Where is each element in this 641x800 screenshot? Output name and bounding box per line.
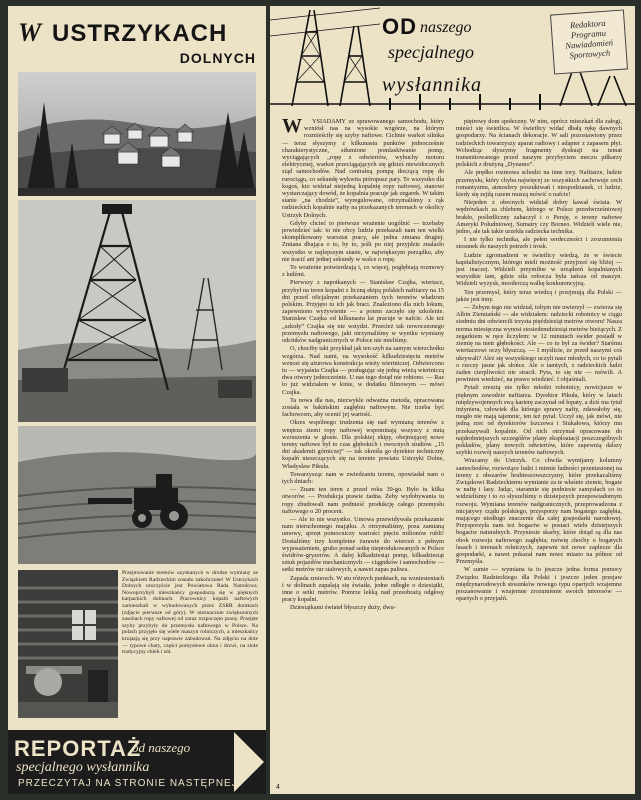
dropcap: W (282, 118, 302, 137)
paragraph: — Żebym tego nie widział, tobym nie uwierzył — zwierza się Albin Ziemiański — ale widziałem: radziecki robotnicy w ciągu siedmiu dni odwiercili trzysta pięćdziesiąt metrów otworu! Nasza norma miesięczna wynosi stosiedemdziesiąt metrów bieżących. Z zegarkiem w ręce liczyłem: w 12 minutach świder posiadł w ziemię na metr głębokości. Ale — co to był za świder? Starému wiertaczowi oczy błyszczą. — I myślicie, że przed naszymi coś ukrywali? Ależ się wszystkiego uczyli nasz młodych, co to pytali o rzeczy jasne jak słońce. Ale o tamtych, z radzieckich ludzi żaden cierpliwości nie stracił. Pyta, to się nie — mówili. A powinien wiedzieć, na prawo wiedzieć. I objaśniali. (456, 304, 622, 384)
paragraph: — Ale to nie wszystko. Umowa przewidywała przekazanie nam nieruchomego majątku. A otrzymaliśmy, poza zamianą umowy, sprzęt pomocniczy wartości pięciu milionów rubli! Dostaliśmy trzy kompletne żurawie do wierceń z pełnym wyposażeniem, grubo ponad setkę nieprodukowanych w Polsce świdrów-gryzerów. A dalej kilkadziesiąt pomp, kilkadziesiąt sztuk pojazdów mechanicznych — ciągników i samochodów — setki metrów rur stalowych, a nawet zapas paliwa. (282, 515, 444, 574)
title-lead: W (18, 18, 42, 47)
paragraph: — Znam ten teren z przed roku 39-go. Było tu kilka otworów. — Produkcja prawie żadna. Żeby wydobywania tu ropy zbudowali nam podnieść produkcję całego przemysłu naftowego o 20 procent. (282, 486, 444, 515)
page-title: USTRZYKACH (52, 20, 228, 47)
paragraph: Ta nowa dla nas, niezwykle odważna metoda, opracowana została w bakińskim zagłębiu naftowym. Nie trzeba być fachowcem, aby ocenić jej wartość. (282, 396, 444, 419)
photo-village-houses (18, 72, 256, 196)
heading-specjalnego: specjalnego (388, 42, 474, 62)
arrow-right-icon (234, 732, 264, 792)
banner-line3: PRZECZYTAJ NA STRONIE NASTĘPNEJ (18, 778, 238, 789)
paragraph: Okres wspólnego trudzenia się nad wymianą terenów z wnętrza ziemi ropy naftowej wspominają wszyscy z nutą wzruszenia w głosie. Dla polskiej ekipy, obejmującej nowe tereny naftowe był to czas głębokich i owocnych studiów. „15 dni akademii górniczej” — tak określa go dyrektor techniczny kopalń nieszczących się na terenie powiatu Ustrzyki Dolne, Władysław Pikuła. (282, 419, 444, 470)
page-number-left: 3 (254, 784, 258, 791)
page-number-right: 4 (276, 784, 280, 791)
paragraph: Zapada zmierzch. W stu różnych punktach, na wzniesieniach i w dolinach zapalają się światła, jedne odległe o dziesiątki, inne o setki metrów. Pomrze lekką nad przeobrażą odgłosy pracy kopalni. (282, 574, 444, 604)
banner-line2: specjalnego wysłannika (16, 760, 150, 775)
paragraph: Niejeden z obecnych widział dobry kawał świata. W wędrówkach za chlebem, którego w Polsce przedwrześniowej brakło, pośledliczny zahaczył i o Persję, o tereny naftowe Ameryki Południowej, Sumatry czy Borneo. Widzieli wiele nie, jedno, ale tak takie urzekła radziecka technika. (456, 199, 622, 236)
paragraph: Dziesiątkami świateł błyszczy duży, dwu- (290, 604, 396, 612)
stamp-text: Redaktora Programu Nawiadomień Sportowych (564, 17, 614, 61)
paragraph: Pytali zresztą nie tylko młodzi robotnicy, nowicjusze w pięknym zawodzie naftiarza. Dyrektor Pikuła, który w latach międzywojennych swą karierę zaczynał od łopaty, a dziś ma tytuł inżyniera, człowiek dla którego sprawy nafty, zdawałoby się, mogło nie mają tajemnic, ten też pytał. Uczył się, jak mówi, nie jedną rzec od dyrektorów Iszczewa i Stukałowa, którzy mu przekazywali kopalnie. Od nich otrzymał opracowane do najdrobniejszych szczegółów plany eksploatacji poszczególnych pokładów, plany nowych odwiertów, które zapewnią dalszy szybki rozwój naszych terenów naftowych. (456, 384, 622, 457)
paragraph: Pierwszy z napotkanych — Stanisław Czajka, wiertacz, przybył na teren kopalni z liczną ekipą polskich naftiarzy na 15 dni przed oficjalnym przekazaniem tych terenów władzom polskim. Przyjęto tu ich jak braci. Znaleziono dla nich lokum, zapewniono wyżywienie — a potem zaczęło się szkolenie. Stanisław Czajka od kilkunastu lat pracuje w nafcie. Ale też „szkoły” Czajka się nie wstydzi. Przecież tak nowoczesnego przemysłu naftowego, jaki otrzymaliśmy w wyniku wymiany odcinków nadgranicznych w Polsce nie mieliśmy. (282, 279, 444, 345)
photo-wooden-hut (18, 570, 118, 718)
paragraph: Ludzie zgromadzeni w świetlicy wiedzą, że w świecie kapitalistycznym, którego mieli możność przyjrzeć się bliżej — jest inaczej. Widzieli przymilne w urządzeń kopalnianych wszystkie tam, gdzie siła robocza była tańsza od maszyn. Widzieli wyzysk, morderczą walkę konkurencyjną. (456, 251, 622, 288)
heading-wyslannika: wysłannika (382, 74, 482, 96)
paragraph: O, chociby taki przykład jak ten szyb na samym wierzchołku wzgórza. Nad nami, na wysokość kilkudziesięciu metrów wznosi się ażurowa konstrukcja wieży wiertniczej. Odwiercono tu — wyjaśnia Czajka — posługując się jedną wieżą wiertniczą dwa otwory jednocześnie. U nas tego dotąd nie robiono. — Raz to już widziałem w kinie, w dodatku filmowym — mówi Czajka. (282, 345, 444, 396)
paragraph: YSIADAMY ze sprawowanego samochodu, który wzniósł nas na wysokie wzgórze, na którym rozmieściły się szyby naftowe. Cichnie warkot silnika — teraz słyszymy z kilkunastu punktów jednocześnie charakterystyczne, stłumione pomlaskiwanie pomp, wyciągających „ropę z odwiertów, wybuchy motoru elektrycznej, warkot przeciągających się gdzieś niewidocznych stąd samochodów. Nad centralną pompą tłoczącą ropę do rurociągu, co sekundę wykwita pióropusz pary. To wszystko dla kogoś, kto widział niejedną kopalnię ropy naftowej, stanowi wystarczający dowód, że kopalnia pracuje jak zegarek. W takim stanie „na chodzie”, wyregulowane, otrzymaliśmy z rąk radzieckich kopalnie nafty na przekazanych terenach w okolicy Ustrzyk Dolnych. (282, 118, 444, 219)
left-page (8, 6, 266, 794)
reportage-banner[interactable] (8, 730, 266, 794)
photo-oil-derricks (18, 200, 256, 422)
page-subtitle: DOLNYCH (179, 50, 256, 66)
heading-od: OD (382, 14, 417, 39)
paragraph: I nie tylko technika, ale pełen serdeczności i zrozumienia stosunek do naszych potrzeb i trosk. (456, 236, 622, 251)
article-column-2 (456, 118, 622, 788)
paragraph: W sumie — wymiana ta to jeszcze jedna forma pomocy Związku Radzieckiego dla Polski i jeszcze jeden przejaw międzynarodowych stosunków nowego typu opartych wzajemne poszanowanie i wzajemne zrozumienie swoich interesów — opartych o przyjaźń. (456, 566, 622, 603)
paragraph: Ale prędko rozmowa schodzi na inne tory. Naftiarze, ludzie przemysłu, który chyba najwięcej ze wszystkich zachowuje cech romantyzmu, atmosfery poszukiwań i niespodzianek, ci ludzie, kiedy się zejdą razem muszą mówić o nafcie! (456, 169, 622, 199)
paragraph: Wracamy do Ustrzyk. Co chwila wymijamy kolumny samochodów, rozwożące ludzi i mienie ludności przeniesionej na tereny z obszarów hrubieszowszczyzny, które przekazaliśmy Związkowi Radzieckiemu wymianie za te właśnie ziemie, bogate w naftę i lasy. Jadąc, starannie się podniesie zamysłach co to widzieliśmy i to co słyszeliśmy o dzisiejszych przepowiadomym rozwoju. Wymiana terenów nadgranicznych, przeprowadzona z inicjatywy rządu polskiego, przysporzy nam bogatego zagłębia, mającego niedługo znaczenie dla całej gospodarki narodowej. Przysporzyła nam też bogactw w postaci wielu dzisiejszych bogactw naturalnych. Przyniesie skarby, które dotąd są dla nas obok rozwoju naftowego zagłębia; mówię choćby o bogatych lasach i terenach rolniczych, zapewni też nowe zaplecze dla gospodarki, a nawet pokazał nam nowe miasto na północ od Przemyśla. (456, 457, 622, 566)
banner-from: od naszego (132, 740, 191, 755)
paragraph: piętrowy dom społeczny. W nim, oprócz mieszkań dla załogi, mieści się świetlica. W świetlicy widać dbałą rękę dawnych gospodarzy. Na ścianach dekoracje. W sali pozostawiony przez radzieckich towarzyszy aparat radiowy i adapter z zapasem płyt. Wchodząc słyszymy fragmenty dyskusji na temat transmitowanego przed naszym przybyciem meczu piłkarzy polskich z drużyną „Dynamo”. (456, 118, 622, 169)
editor-stamp (550, 9, 628, 74)
photo-tractor-field (18, 426, 256, 564)
right-page (270, 6, 635, 794)
article-column-1 (282, 118, 444, 788)
paragraph: To wrażenie potwierdzają i, co więcej, pogłębiają rozmowy z ludźmi. (282, 264, 444, 279)
paragraph: Towarzysząc nam w zwiedzaniu terenu, opowiadał nam o tych dniach: (282, 470, 444, 485)
banner-word: REPORTAŻ (14, 736, 142, 761)
paragraph: Ten przemysł, który teraz wiedzą i przejmują dla Polski — jakże jest inny. (456, 288, 622, 303)
paragraph: Gdyby chcieć to pierwsze wrażenie uogólnić — trzebaby powiedzieć tak: to nie obcy ludzie przekazali nam ten wielki skomplikowany warsztat pracy, ale jedna zmiana drugiej. Zmiana dbająca o to, by to, jeśli po niej przyjdzie znalazło wszystko w najlepszym stanie, w największym porządku, aby nie tracić ani jednej sekundy w walce o ropę. (282, 219, 444, 263)
photo-caption: Przejmowanie terenów uzyskanych w drodze wymiany ze Związkiem Radzieckim zostało zakończone! W Ustrzykach Dolnych uroczyście jest Powiatowa Rada Narodowa. Nowoprzybyli mieszkańcy gospodarzą się w pięknych karpackich dolinach. Pracownicy kopalń naftowych zamieszkali w wybudowanych przez ZSRR domkach (zdjęcie pierwsze od góry). W nieznacznie zwiększonych zasobach ropy naftowej od zaraz rozpoczęto pracę. Przejęte szyby przybyły do przemysłu naftowego w Polsce. Na polach przyjęło się wiele maszyn rolniczych, a mieszkańcy krzątają się przy naprawie zabudowań. Na zdjęciu na dole — typowe chaty, części pomysłowe okna i drzwi, na stole tradycyjny chleb i sól. (122, 570, 258, 656)
heading-naszego: naszego (420, 19, 472, 36)
